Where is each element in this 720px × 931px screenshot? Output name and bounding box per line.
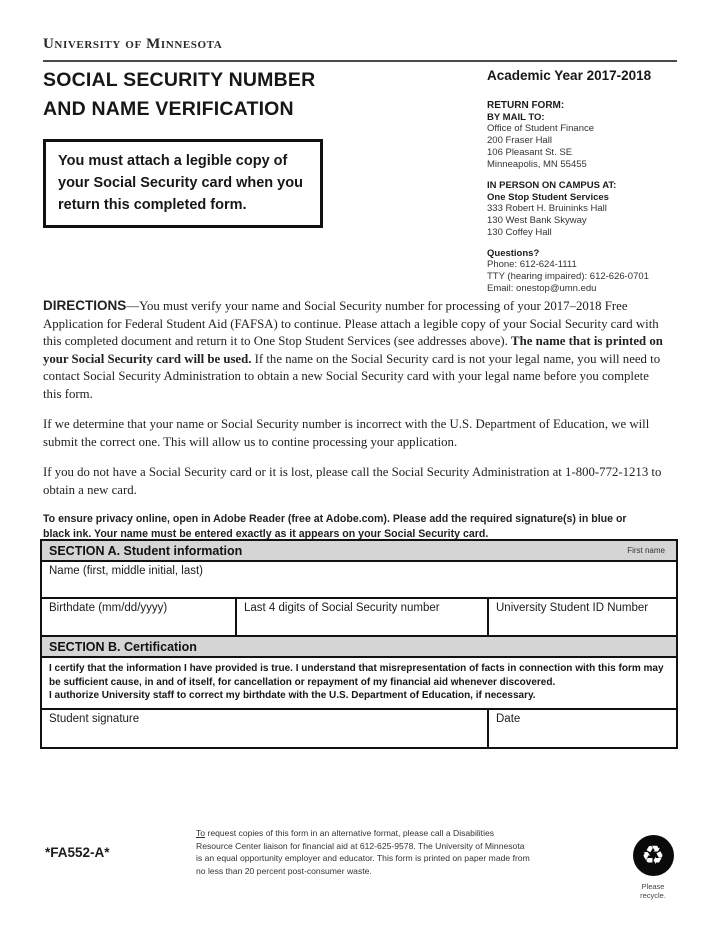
date-label: Date: [496, 712, 521, 725]
footer-note-text: request copies of this form in an alternative format, please call a Disabilities Resource Center liaison for financial aid at 612-625-9578. The University of Minnesota is an equal opportunity employer and educator. This form is printed on paper made from no less than 20 percent post-consumer waste.: [196, 828, 530, 876]
mail-address-line: 200 Fraser Hall: [487, 135, 552, 146]
footer-note-underlined: To: [196, 828, 206, 838]
birthdate-input-area[interactable]: [42, 599, 237, 635]
certification-statement: [42, 658, 676, 710]
certification-text: I certify that the information I have provided is true. I understand that misrepresentation of facts in connection with this form may be sufficient cause, in and of itself, for cancellation or repayment of my financial aid whenever discovered.: [49, 663, 664, 688]
page-title: [43, 66, 315, 124]
section-a-title: SECTION A. Student information: [49, 543, 243, 558]
tty-line: TTY (hearing impaired): 612-626-0701: [487, 271, 649, 282]
in-person-address-line: 130 West Bank Skyway: [487, 215, 587, 226]
in-person-address-line: 130 Coffey Hall: [487, 227, 552, 238]
ssn-last4-label: Last 4 digits of Social Security number: [244, 602, 440, 614]
directions-intro: —You must verify your name and Social Security number for processing of your 2017–2018 Free Application for Federal Student Aid (FAFSA) to continue. Please attach a legible copy of your Social Security card with this completed document and return it to One Stop Student Services (see addresses above).: [43, 299, 659, 348]
privacy-note: To ensure privacy online, open in Adobe Reader (free at Adobe.com). Please add the required signature(s) in blue or black ink. Your name must be entered exactly as it appears on your Social Security card.: [43, 513, 627, 540]
questions-label: Questions?: [487, 248, 540, 259]
return-info-column: [487, 68, 687, 295]
header-divider: [43, 60, 677, 62]
name-label: Name (first, middle initial, last): [49, 565, 204, 577]
birthdate-label: Birthdate (mm/dd/yyyy): [49, 602, 168, 614]
form-table: [40, 539, 678, 749]
phone-line: Phone: 612-624-1111: [487, 259, 577, 270]
section-a-detail-row: [42, 599, 676, 637]
page-title-line2: AND NAME VERIFICATION: [43, 98, 294, 120]
section-b-header: [42, 637, 676, 658]
recycle-caption: Please recycle.: [640, 882, 666, 900]
email-line: Email: onestop@umn.edu: [487, 283, 597, 294]
university-wordmark: University of Minnesota: [43, 36, 223, 52]
in-person-label: IN PERSON ON CAMPUS AT:: [487, 180, 617, 191]
directions-label: DIRECTIONS: [43, 298, 127, 313]
footer-note: [196, 827, 530, 877]
directions-continued: If the name on the Social Security card is not your legal name, you will need to contact Social Security Administration to obtain a new Social Security card with your legal name before you complete this form.: [43, 351, 661, 401]
name-input-area[interactable]: [42, 562, 676, 599]
mail-address-line: 106 Pleasant St. SE: [487, 147, 573, 158]
mail-address-line: Office of Student Finance: [487, 123, 595, 134]
recycle-glyph: ♻: [641, 840, 665, 871]
recycle-block: [630, 835, 676, 900]
in-person-name: One Stop Student Services: [487, 192, 609, 203]
signature-row: [42, 710, 676, 747]
recycle-icon: [633, 835, 674, 876]
return-form-label: RETURN FORM:: [487, 100, 565, 111]
section-b-title: SECTION B. Certification: [49, 639, 197, 654]
directions-bold-sentence: The name that is printed on your Social Security card will be used.: [43, 334, 663, 366]
mail-address-line: Minneapolis, MN 55455: [487, 159, 587, 170]
ssn-last4-input-area[interactable]: [237, 599, 489, 635]
attach-card-notice: [43, 139, 323, 228]
first-name-corner-note: First name: [627, 546, 665, 555]
by-mail-label: BY MAIL TO:: [487, 112, 545, 123]
directions-paragraph-2: If we determine that your name or Social Security number is incorrect with the U.S. Department of Education, we will submit the correct one. This will allow us to contine processing your application.: [43, 417, 650, 449]
in-person-address-line: 333 Robert H. Bruininks Hall: [487, 203, 607, 214]
signature-label: Student signature: [49, 712, 140, 725]
student-id-input-area[interactable]: [489, 599, 676, 635]
date-input-area[interactable]: [489, 710, 676, 747]
directions-section: [43, 297, 665, 555]
directions-paragraph-3: If you do not have a Social Security card or it is lost, please call the Social Security Administration at 1-800-772-1213 to obtain a new card.: [43, 465, 662, 497]
directions-paragraph-1: [43, 297, 665, 403]
attach-card-notice-text: You must attach a legible copy of your Social Security card when you return this completed form.: [58, 153, 303, 213]
section-a-header: [42, 541, 676, 562]
form-code: *FA552-A*: [45, 845, 110, 860]
academic-year: Academic Year 2017-2018: [487, 68, 652, 83]
student-id-label: University Student ID Number: [496, 602, 649, 614]
page-title-line1: SOCIAL SECURITY NUMBER: [43, 69, 316, 91]
authorization-text: I authorize University staff to correct my birthdate with the U.S. Department of Education, if necessary.: [49, 690, 536, 701]
signature-input-area[interactable]: [42, 710, 489, 747]
